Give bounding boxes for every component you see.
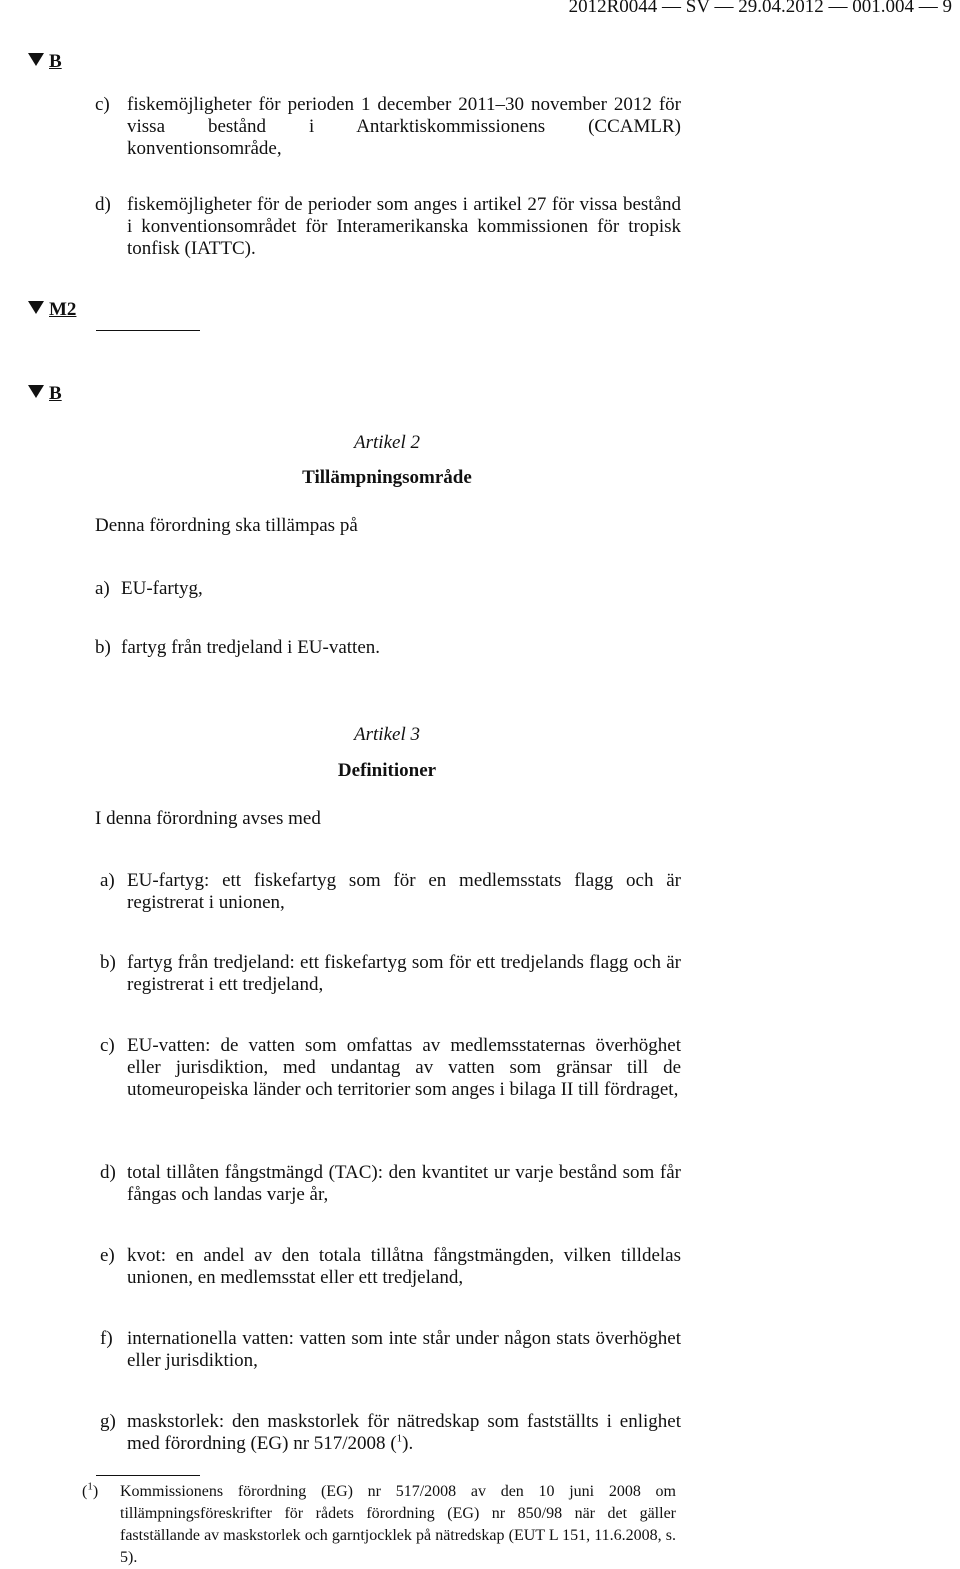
item-letter: d) (95, 194, 111, 215)
list-item (95, 94, 681, 160)
item-text (127, 1411, 681, 1455)
item-text: internationella vatten: vatten som inte står under någon stats överhöghet eller jurisdiktion, (127, 1328, 681, 1371)
article-number: Artikel 2 (354, 432, 420, 453)
list-item (100, 1328, 681, 1372)
item-text: fiskemöjligheter för de perioder som anges i artikel 27 för vissa bestånd i konventionsområdet för Interamerikanska kommissionen för tropisk tonfisk (IATTC). (127, 194, 681, 259)
item-text: kvot: en andel av den totala tillåtna fångstmängden, vilken tilldelas unionen, en medlemsstat eller ett tredjeland, (127, 1245, 681, 1288)
item-text-body: maskstorlek: den maskstorlek för nätredskap som fastställts i enlighet med förordning (EG) nr 517/2008 (127, 1411, 681, 1454)
footnote-marker-close: ) (92, 1483, 99, 1500)
article-title: Definitioner (337, 760, 437, 781)
marker-label: B (49, 51, 62, 72)
list-item (95, 637, 675, 659)
item-letter: b) (100, 952, 116, 973)
page-header: 2012R0044 — SV — 29.04.2012 — 001.004 — 9 (568, 0, 952, 17)
amendment-marker-b[interactable] (28, 383, 62, 405)
triangle-down-icon (28, 53, 44, 66)
list-item (95, 194, 681, 260)
item-text: total tillåten fångstmängd (TAC): den kvantitet ur varje bestånd som får fångas och landas varje år, (127, 1162, 681, 1205)
item-text: EU-fartyg, (121, 578, 203, 599)
item-letter: f) (100, 1328, 113, 1349)
footnote-marker-open: ( (82, 1483, 88, 1500)
item-text: fartyg från tredjeland: ett fiskefartyg som för ett tredjelands flagg och är registrerat i ett tredjeland, (127, 952, 681, 995)
list-item (95, 578, 675, 600)
item-text: fartyg från tredjeland i EU-vatten. (121, 637, 381, 658)
item-letter: b) (95, 637, 111, 658)
item-letter: a) (95, 578, 110, 599)
article-number: Artikel 3 (354, 724, 420, 745)
list-item (100, 870, 681, 914)
footnote-ref-close: ). (402, 1433, 414, 1454)
item-letter: d) (100, 1162, 116, 1183)
footnote-marker (82, 1481, 120, 1569)
item-letter: a) (100, 870, 115, 891)
list-item (100, 1035, 681, 1101)
list-item (100, 952, 681, 996)
footnote (82, 1481, 676, 1569)
footnote-marker-number: 1 (87, 1480, 93, 1493)
item-letter: g) (100, 1411, 116, 1432)
item-text: fiskemöjligheter för perioden 1 december 2011–30 november 2012 för vissa bestånd i Antarktiskommissionens (CCAMLR) konventionsområde, (127, 94, 681, 159)
article-title: Tillämpningsområde (302, 467, 472, 488)
marker-label: M2 (49, 299, 77, 320)
list-item (100, 1411, 681, 1455)
triangle-down-icon (28, 301, 44, 314)
item-letter: e) (100, 1245, 115, 1266)
footnote-ref[interactable]: 1 (396, 1432, 403, 1445)
article-intro: I denna förordning avses med (95, 808, 321, 829)
footnote-text: Kommissionens förordning (EG) nr 517/2008 av den 10 juni 2008 om tillämpningsföreskrifter för rådets förordning (EG) nr 850/98 när det gäller fastställande av maskstorlek och garntjocklek på nätredskap (EUT L 151, 11.6.2008, s. 5). (120, 1483, 676, 1566)
item-letter: c) (95, 94, 110, 115)
footnote-separator (96, 1475, 200, 1476)
item-letter: c) (100, 1035, 115, 1056)
marker-label: B (49, 383, 62, 404)
list-item (100, 1245, 681, 1289)
article-intro: Denna förordning ska tillämpas på (95, 515, 358, 536)
footnote-ref-open: ( (385, 1433, 397, 1454)
amendment-marker-b[interactable] (28, 51, 62, 73)
triangle-down-icon (28, 385, 44, 398)
list-item (100, 1162, 681, 1206)
item-text: EU-vatten: de vatten som omfattas av medlemsstaternas överhöghet eller jurisdiktion, med undantag av vatten som gränsar till de utomeuropeiska länder och territorier som anges i bilaga II till fördraget, (127, 1035, 681, 1100)
deleted-text-rule (96, 330, 200, 331)
amendment-marker-m2[interactable] (28, 299, 76, 321)
item-text: EU-fartyg: ett fiskefartyg som för en medlemsstats flagg och är registrerat i unionen, (127, 870, 681, 913)
